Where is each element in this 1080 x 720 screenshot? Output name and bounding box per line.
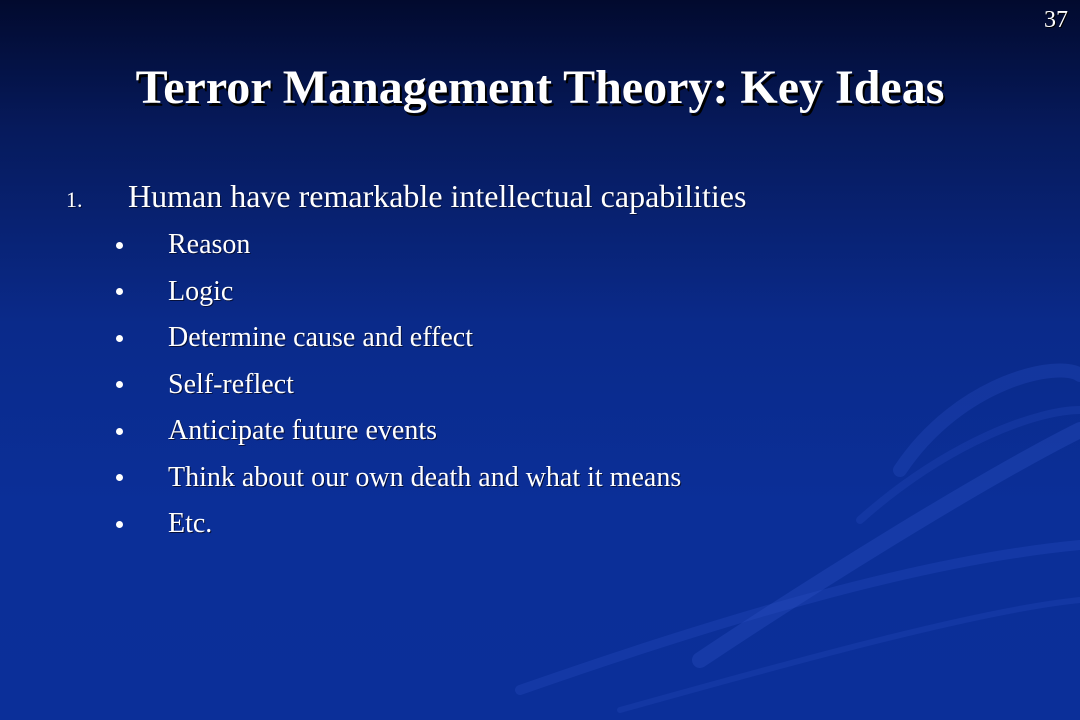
bullet-dot-icon — [116, 288, 123, 295]
bullet-dot-icon — [116, 428, 123, 435]
bullet-text: Determine cause and effect — [168, 322, 473, 354]
bullet-dot-icon — [116, 474, 123, 481]
bullet-item — [114, 455, 681, 502]
bullet-item — [114, 315, 681, 362]
slide-number: 37 — [1044, 7, 1068, 33]
bullet-text: Reason — [168, 229, 251, 261]
bullet-text: Etc. — [168, 508, 213, 540]
bullet-item — [114, 222, 681, 269]
bullet-list — [114, 222, 681, 548]
bullet-item — [114, 501, 681, 548]
bullet-item — [114, 408, 681, 455]
bullet-dot-icon — [116, 381, 123, 388]
bullet-text: Self-reflect — [168, 368, 294, 400]
bullet-text: Think about our own death and what it means — [168, 461, 682, 493]
bullet-dot-icon — [116, 242, 123, 249]
point-number: 1. — [66, 187, 83, 212]
numbered-point — [66, 174, 746, 218]
bullet-dot-icon — [116, 521, 123, 528]
bullet-text: Anticipate future events — [168, 415, 438, 447]
bullet-item — [114, 362, 681, 409]
bullet-item — [114, 269, 681, 316]
bullet-text: Logic — [168, 275, 234, 307]
slide-title: Terror Management Theory: Key Ideas — [135, 61, 945, 114]
point-text: Human have remarkable intellectual capabilities — [128, 178, 747, 214]
bullet-dot-icon — [116, 335, 123, 342]
